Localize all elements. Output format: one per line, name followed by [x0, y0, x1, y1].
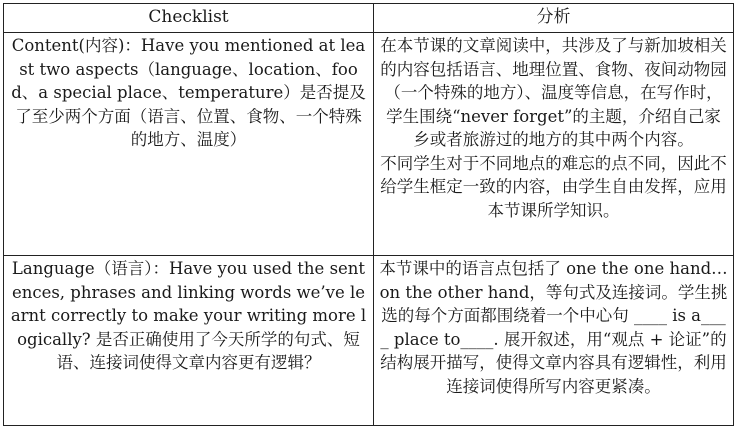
- analysis-cell-content: [374, 33, 734, 256]
- header-row: [4, 4, 734, 33]
- checklist-text-language: Language（语言）：Have you used the sentences, phrases and linking words we’ve learnt correctly to make your writing more logically? 是否正确使用了今天所学的句式、短语、连接词使得文章内容更有逻辑？: [10, 259, 367, 372]
- table-row-language: [4, 256, 734, 426]
- checklist-cell-content: [4, 33, 374, 256]
- analysis-paragraph: 不同学生对于不同地点的难忘的点不同，因此不给学生框定一致的内容，由学生自由发挥，应用本节课所学知识。: [380, 153, 727, 220]
- checklist-analysis-table: [3, 3, 734, 426]
- analysis-paragraph: 在本节课的文章阅读中，共涉及了与新加坡相关的内容包括语言、地理位置、食物、夜间动物园（一个特殊的地方）、温度等信息，在写作时，学生围绕“never forget”的主题，介绍自己家乡或者旅游过的地方的其中两个内容。: [380, 36, 727, 149]
- analysis-cell-language: [374, 256, 734, 426]
- checklist-cell-language: [4, 256, 374, 426]
- header-checklist: Checklist: [4, 4, 374, 33]
- checklist-text-content: Content(内容)：Have you mentioned at least two aspects（language、location、food、a special place、temperature）是否提及了至少两个方面（语言、位置、食物、一个特殊的地方、温度）: [11, 36, 366, 149]
- table-row-content: [4, 33, 734, 256]
- header-analysis: 分析: [374, 4, 734, 33]
- analysis-paragraph: 本节课中的语言点包括了 one the one hand…on the other hand，等句式及连接词。学生挑选的每个方面都围绕着一个中心句 ____ is a____ place to____. 展开叙述，用“观点 + 论证”的结构展开描写，使得文章内容具有逻辑性，利用连接词使得所写内容更紧凑。: [379, 259, 728, 396]
